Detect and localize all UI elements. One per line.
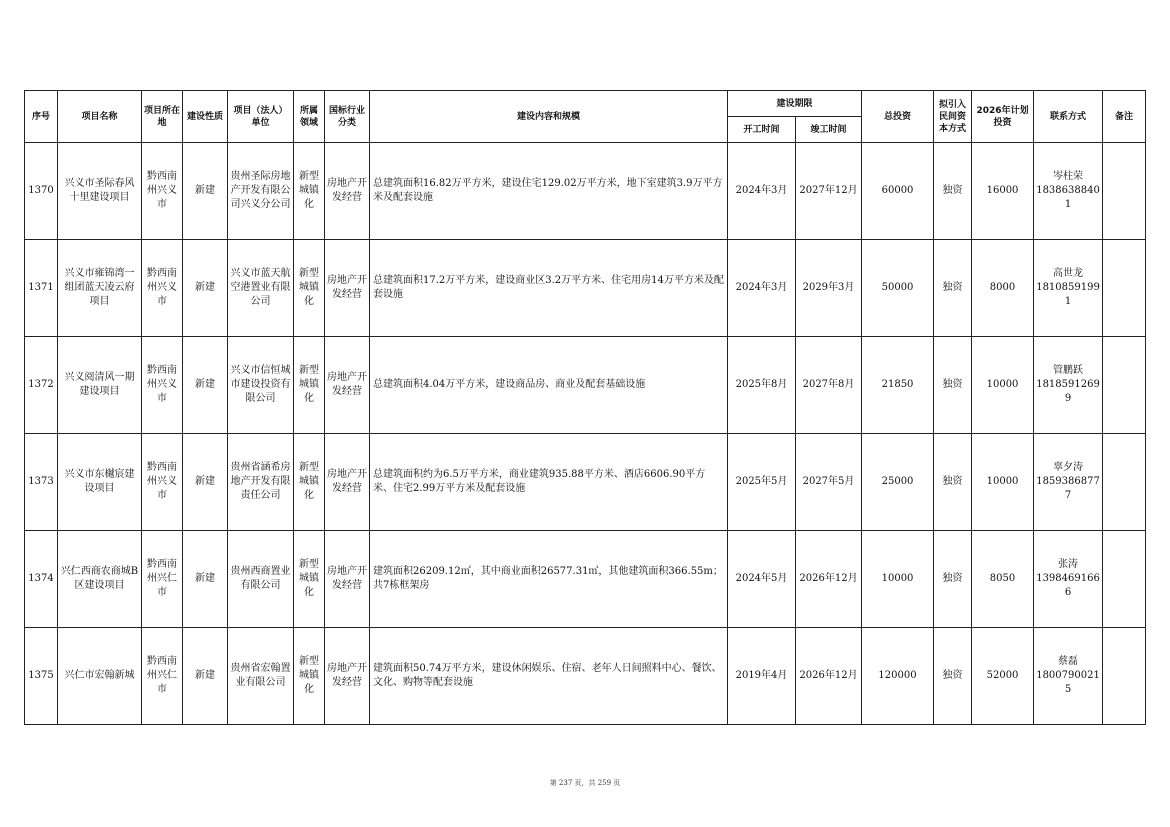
cell-content: 总建筑面积17.2万平方米，建设商业区3.2万平方米、住宅用房14万平方米及配套设施 xyxy=(370,240,728,337)
cell-capital: 独资 xyxy=(934,240,972,337)
header-capital: 拟引入民间资本方式 xyxy=(934,91,972,143)
cell-start: 2024年5月 xyxy=(728,531,796,628)
header-period: 建设期限 xyxy=(728,91,862,117)
cell-contact xyxy=(1034,240,1103,337)
cell-capital: 独资 xyxy=(934,628,972,725)
cell-name: 兴义市圣际春风十里建设项目 xyxy=(58,143,142,240)
contact-name: 辜夕涛 xyxy=(1053,462,1084,473)
cell-end: 2026年12月 xyxy=(796,628,862,725)
cell-unit: 兴义市蓝天航空港置业有限公司 xyxy=(228,240,294,337)
cell-name: 兴义市雍锦湾一组团蓝天凌云府项目 xyxy=(58,240,142,337)
contact-phone: 18593868777 xyxy=(1036,476,1100,501)
cell-total: 21850 xyxy=(862,337,934,434)
cell-contact xyxy=(1034,628,1103,725)
cell-industry: 房地产开发经营 xyxy=(325,143,370,240)
cell-start: 2024年3月 xyxy=(728,143,796,240)
cell-contact xyxy=(1034,531,1103,628)
table-row xyxy=(25,240,1146,337)
contact-phone: 18007900215 xyxy=(1036,670,1100,695)
contact-phone: 18108591991 xyxy=(1036,282,1100,307)
cell-domain: 新型城镇化 xyxy=(294,628,325,725)
cell-end: 2027年8月 xyxy=(796,337,862,434)
cell-plan: 8050 xyxy=(972,531,1034,628)
cell-name: 兴义阅清风一期建设项目 xyxy=(58,337,142,434)
cell-domain: 新型城镇化 xyxy=(294,434,325,531)
header-domain: 所属领域 xyxy=(294,91,325,143)
contact-name: 张涛 xyxy=(1058,559,1079,570)
header-remark: 备注 xyxy=(1103,91,1146,143)
cell-total: 25000 xyxy=(862,434,934,531)
cell-domain: 新型城镇化 xyxy=(294,531,325,628)
cell-nature: 新建 xyxy=(183,531,228,628)
cell-plan: 10000 xyxy=(972,337,1034,434)
cell-content: 建筑面积26209.12㎡，其中商业面积26577.31㎡，其他建筑面积366.55m；共7栋框架房 xyxy=(370,531,728,628)
table-row xyxy=(25,434,1146,531)
cell-location: 黔西南州兴义市 xyxy=(142,143,183,240)
header-start: 开工时间 xyxy=(728,117,796,143)
cell-remark xyxy=(1103,240,1146,337)
cell-industry: 房地产开发经营 xyxy=(325,434,370,531)
table-header xyxy=(25,91,1146,143)
cell-contact xyxy=(1034,143,1103,240)
cell-name: 兴仁西商农商城B区建设项目 xyxy=(58,531,142,628)
cell-name: 兴义市东樾宸建设项目 xyxy=(58,434,142,531)
cell-end: 2027年12月 xyxy=(796,143,862,240)
contact-name: 管鹏跃 xyxy=(1053,365,1084,376)
contact-phone: 13984691666 xyxy=(1036,573,1100,598)
cell-location: 黔西南州兴义市 xyxy=(142,337,183,434)
cell-nature: 新建 xyxy=(183,240,228,337)
cell-industry: 房地产开发经营 xyxy=(325,240,370,337)
cell-name: 兴仁市宏翰新城 xyxy=(58,628,142,725)
cell-seq: 1370 xyxy=(25,143,58,240)
cell-end: 2026年12月 xyxy=(796,531,862,628)
header-location: 项目所在地 xyxy=(142,91,183,143)
contact-phone: 18386388401 xyxy=(1036,185,1100,210)
contact-name: 高世龙 xyxy=(1053,268,1084,279)
cell-industry: 房地产开发经营 xyxy=(325,531,370,628)
project-table xyxy=(24,90,1146,725)
cell-unit: 贵州省宏翰置业有限公司 xyxy=(228,628,294,725)
cell-location: 黔西南州兴仁市 xyxy=(142,531,183,628)
header-plan: 2026年计划投资 xyxy=(972,91,1034,143)
cell-nature: 新建 xyxy=(183,143,228,240)
cell-start: 2025年8月 xyxy=(728,337,796,434)
header-contact: 联系方式 xyxy=(1034,91,1103,143)
cell-domain: 新型城镇化 xyxy=(294,240,325,337)
cell-contact xyxy=(1034,434,1103,531)
cell-unit: 贵州西商置业有限公司 xyxy=(228,531,294,628)
header-content: 建设内容和规模 xyxy=(370,91,728,143)
cell-nature: 新建 xyxy=(183,337,228,434)
cell-domain: 新型城镇化 xyxy=(294,143,325,240)
table-row xyxy=(25,337,1146,434)
cell-capital: 独资 xyxy=(934,531,972,628)
cell-content: 总建筑面积4.04万平方米，建设商品房、商业及配套基础设施 xyxy=(370,337,728,434)
cell-remark xyxy=(1103,143,1146,240)
cell-total: 120000 xyxy=(862,628,934,725)
cell-seq: 1374 xyxy=(25,531,58,628)
project-table-container xyxy=(24,90,1145,725)
header-industry: 国标行业分类 xyxy=(325,91,370,143)
cell-plan: 16000 xyxy=(972,143,1034,240)
cell-start: 2019年4月 xyxy=(728,628,796,725)
cell-seq: 1371 xyxy=(25,240,58,337)
cell-industry: 房地产开发经营 xyxy=(325,628,370,725)
cell-remark xyxy=(1103,434,1146,531)
cell-remark xyxy=(1103,628,1146,725)
cell-content: 建筑面积50.74万平方米，建设休闲娱乐、住宿、老年人日间照料中心、餐饮、文化、购物等配套设施 xyxy=(370,628,728,725)
cell-nature: 新建 xyxy=(183,434,228,531)
cell-start: 2024年3月 xyxy=(728,240,796,337)
cell-capital: 独资 xyxy=(934,143,972,240)
table-row xyxy=(25,143,1146,240)
header-seq: 序号 xyxy=(25,91,58,143)
cell-start: 2025年5月 xyxy=(728,434,796,531)
table-row xyxy=(25,628,1146,725)
cell-plan: 8000 xyxy=(972,240,1034,337)
cell-content: 总建筑面积16.82万平方米，建设住宅129.02万平方米，地下室建筑3.9万平方米及配套设施 xyxy=(370,143,728,240)
cell-total: 10000 xyxy=(862,531,934,628)
cell-content: 总建筑面积约为6.5万平方米，商业建筑935.88平方米、酒店6606.90平方米、住宅2.99万平方米及配套设施 xyxy=(370,434,728,531)
cell-plan: 52000 xyxy=(972,628,1034,725)
header-total: 总投资 xyxy=(862,91,934,143)
header-end: 竣工时间 xyxy=(796,117,862,143)
cell-capital: 独资 xyxy=(934,434,972,531)
contact-name: 岑柱荣 xyxy=(1053,171,1084,182)
contact-phone: 18185912699 xyxy=(1036,379,1100,404)
cell-total: 60000 xyxy=(862,143,934,240)
cell-remark xyxy=(1103,531,1146,628)
page-footer: 第 237 页，共 259 页 xyxy=(549,779,621,787)
cell-seq: 1372 xyxy=(25,337,58,434)
cell-plan: 10000 xyxy=(972,434,1034,531)
cell-seq: 1373 xyxy=(25,434,58,531)
table-body xyxy=(25,143,1146,725)
cell-domain: 新型城镇化 xyxy=(294,337,325,434)
cell-remark xyxy=(1103,337,1146,434)
cell-capital: 独资 xyxy=(934,337,972,434)
cell-location: 黔西南州兴义市 xyxy=(142,240,183,337)
cell-industry: 房地产开发经营 xyxy=(325,337,370,434)
cell-seq: 1375 xyxy=(25,628,58,725)
header-name: 项目名称 xyxy=(58,91,142,143)
cell-location: 黔西南州兴仁市 xyxy=(142,628,183,725)
cell-unit: 贵州圣际房地产开发有限公司兴义分公司 xyxy=(228,143,294,240)
header-unit: 项目（法人）单位 xyxy=(228,91,294,143)
cell-end: 2029年3月 xyxy=(796,240,862,337)
contact-name: 蔡磊 xyxy=(1058,656,1079,667)
cell-unit: 贵州省涵希房地产开发有限责任公司 xyxy=(228,434,294,531)
cell-contact xyxy=(1034,337,1103,434)
cell-nature: 新建 xyxy=(183,628,228,725)
cell-unit: 兴义市信恒城市建设投资有限公司 xyxy=(228,337,294,434)
cell-location: 黔西南州兴义市 xyxy=(142,434,183,531)
cell-end: 2027年5月 xyxy=(796,434,862,531)
header-nature: 建设性质 xyxy=(183,91,228,143)
table-row xyxy=(25,531,1146,628)
cell-total: 50000 xyxy=(862,240,934,337)
